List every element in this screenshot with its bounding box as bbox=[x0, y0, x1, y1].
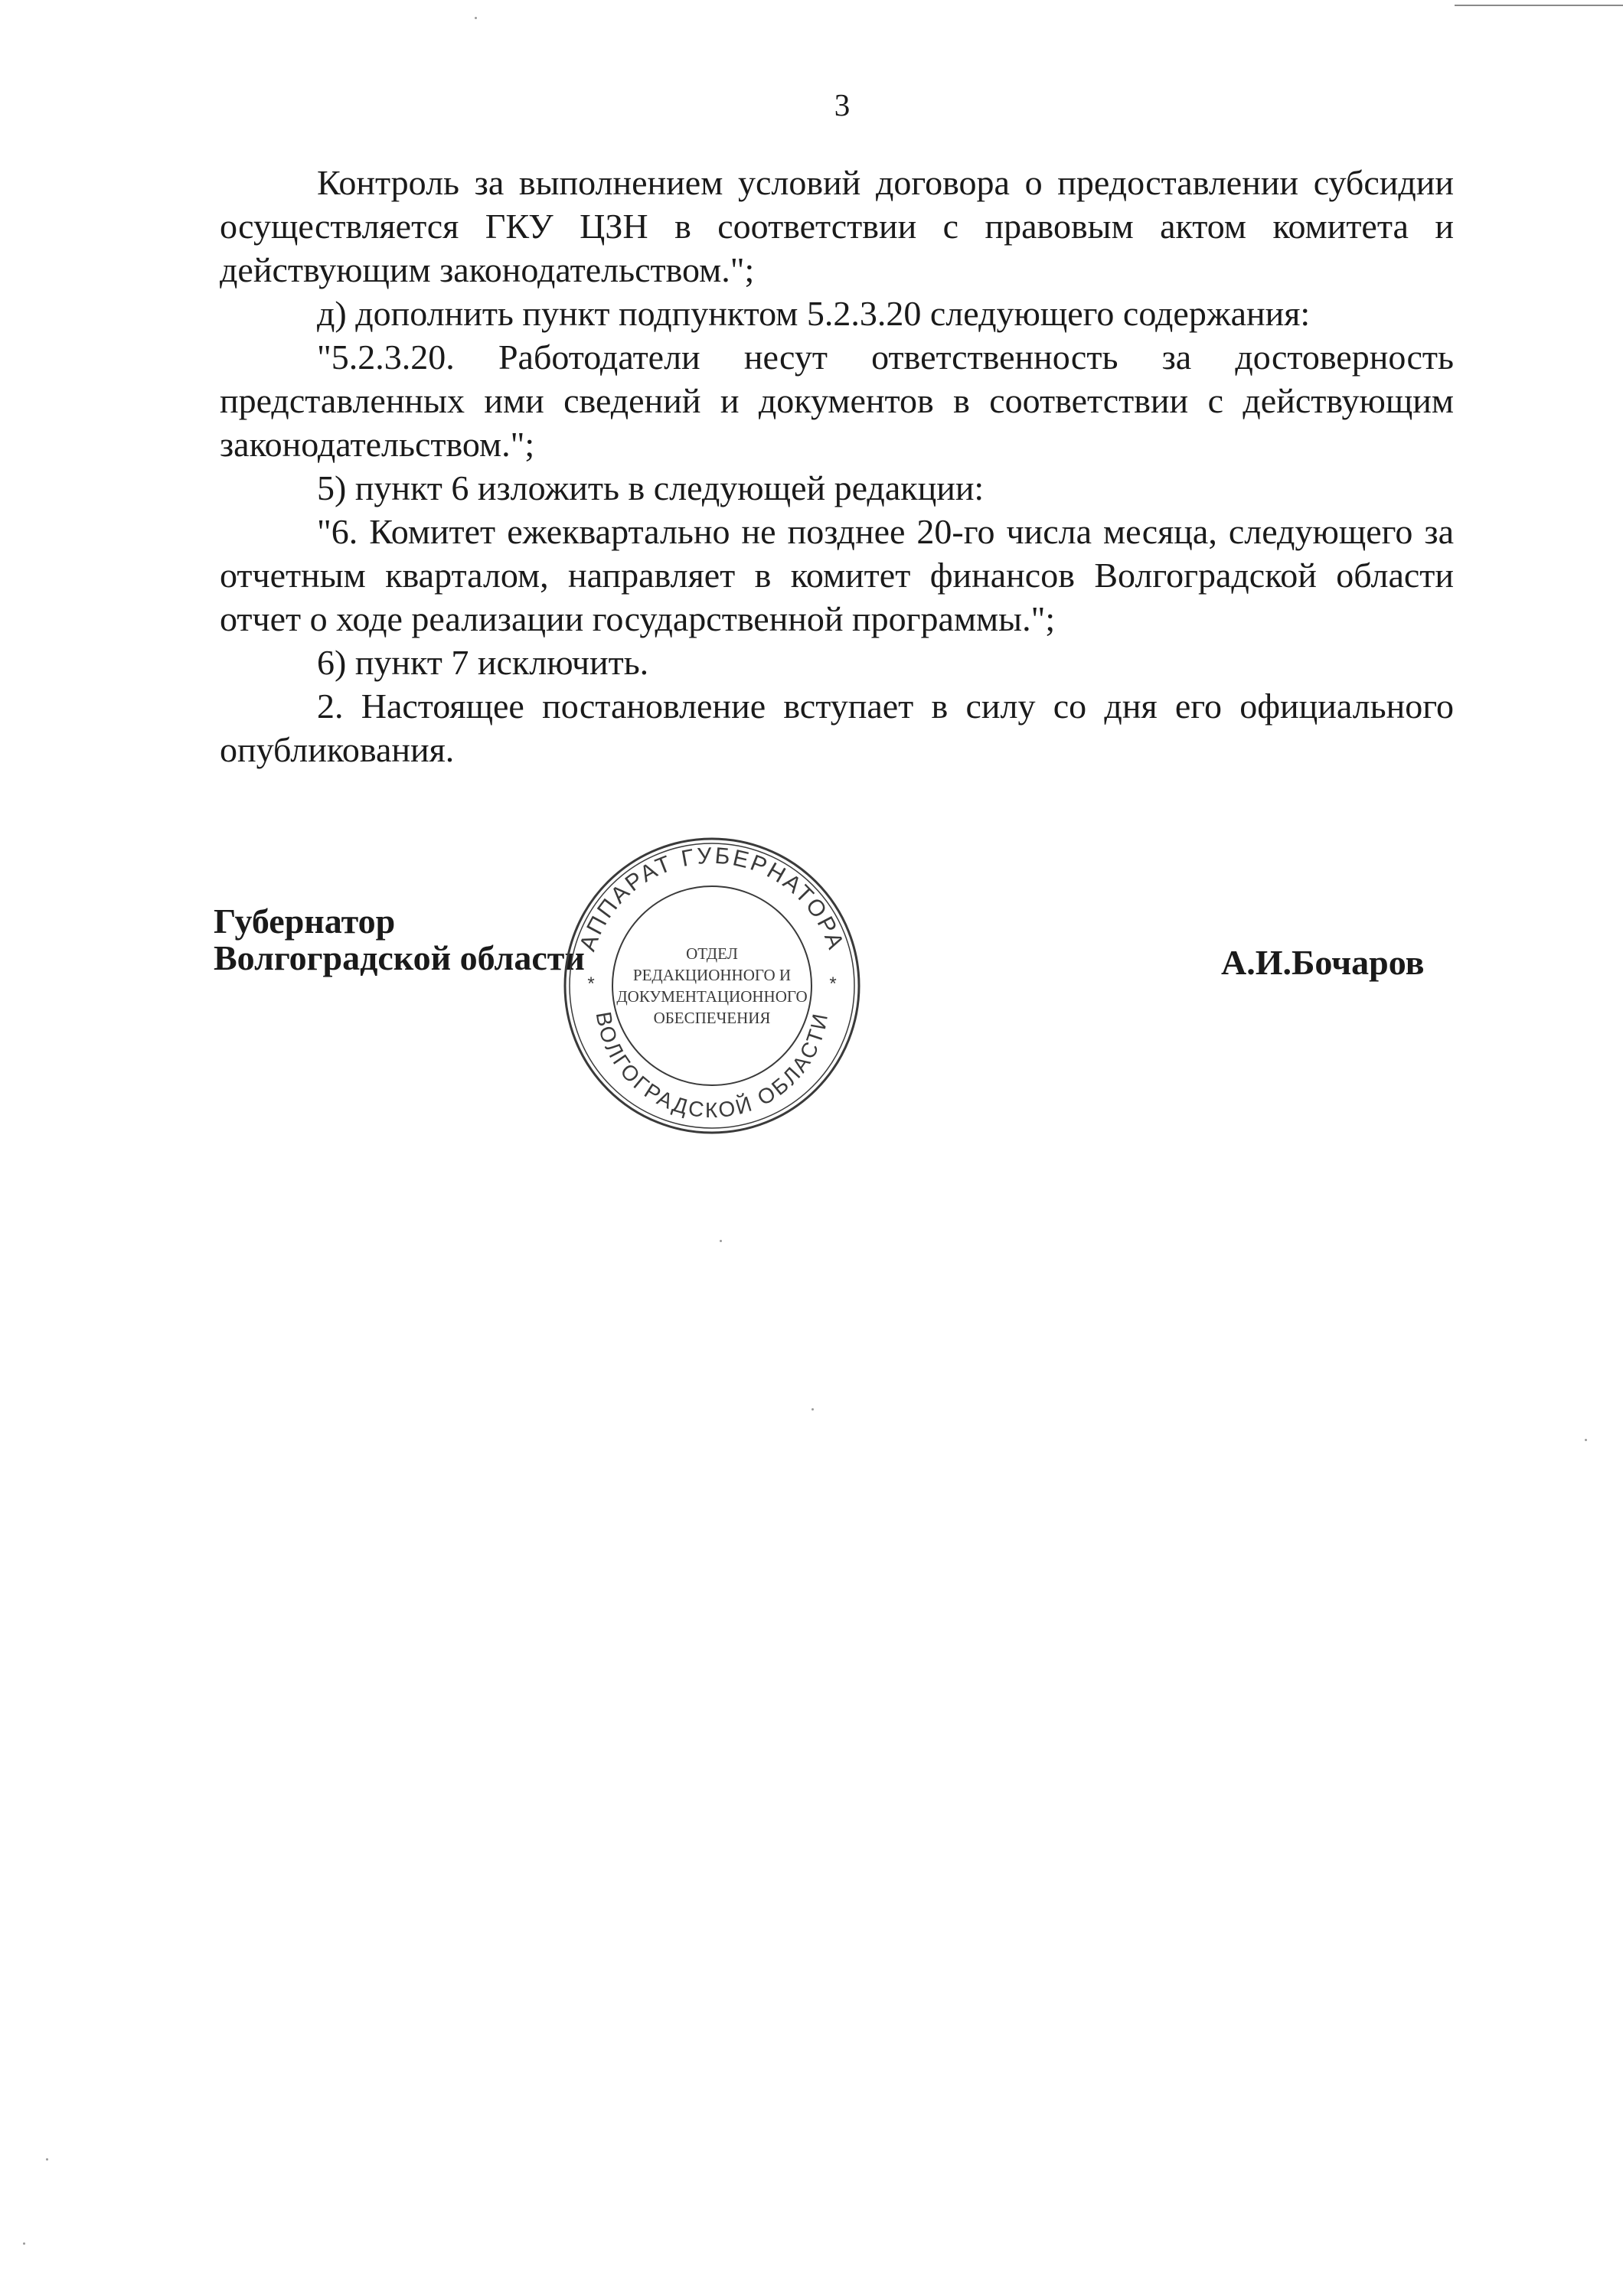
scan-speck bbox=[1585, 1439, 1587, 1441]
paragraph: 6) пункт 7 исключить. bbox=[317, 643, 649, 682]
scan-speck bbox=[46, 2158, 48, 2161]
paragraph: Контроль за выполнением условий договора о предоставлении субсидии осуществляется ГКУ ЦЗН в соответствии с правовым актом комитета и действующим законодательством."; bbox=[220, 163, 1454, 289]
document-body bbox=[220, 161, 1454, 771]
stamp-text-bottom: ВОЛГОГРАДСКОЙ ОБЛАСТИ bbox=[591, 1009, 833, 1123]
stamp-inner-line: ОТДЕЛ bbox=[686, 944, 738, 963]
stamp-seal bbox=[551, 825, 873, 1146]
stamp-inner-line: ОБЕСПЕЧЕНИЯ bbox=[653, 1009, 771, 1027]
official-stamp bbox=[551, 825, 873, 1146]
scan-speck bbox=[475, 17, 477, 19]
signatory-title-line: Губернатор bbox=[214, 902, 396, 941]
stamp-inner-line: РЕДАКЦИОННОГО И bbox=[632, 966, 792, 984]
paragraph: 2. Настоящее постановление вступает в силу со дня его официального опубликования. bbox=[220, 687, 1454, 769]
stamp-star-right-icon: * bbox=[829, 974, 837, 994]
page-number: 3 bbox=[834, 87, 851, 122]
signatory-title bbox=[214, 903, 585, 977]
paragraph: д) дополнить пункт подпунктом 5.2.3.20 следующего содержания: bbox=[317, 294, 1311, 333]
stamp-inner-text bbox=[616, 944, 807, 1027]
paragraph: 5) пункт 6 изложить в следующей редакции: bbox=[317, 468, 985, 507]
paragraph: "5.2.3.20. Работодатели несут ответственность за достоверность представленных ими сведений и документов в соответствии с действующим законодательством."; bbox=[220, 338, 1454, 464]
signatory-title-line: Волгоградской области bbox=[214, 938, 585, 977]
scan-edge-line bbox=[1455, 5, 1623, 6]
scan-speck bbox=[812, 1408, 814, 1411]
stamp-inner-line: ДОКУМЕНТАЦИОННОГО bbox=[616, 987, 808, 1006]
paragraph: "6. Комитет ежеквартально не позднее 20-го числа месяца, следующего за отчетным кварталом, направляет в комитет финансов Волгоградской области отчет о ходе реализации государственной программы."; bbox=[220, 512, 1454, 638]
stamp-star-left-icon: * bbox=[587, 974, 595, 994]
signatory-name: А.И.Бочаров bbox=[1221, 943, 1425, 982]
scan-speck bbox=[720, 1240, 722, 1242]
stamp-text-top: АППАРАТ ГУБЕРНАТОРА bbox=[575, 843, 849, 955]
stamp-outer-ring bbox=[565, 839, 859, 1133]
stamp-inner-ring bbox=[612, 886, 812, 1085]
scan-speck bbox=[23, 2242, 25, 2245]
